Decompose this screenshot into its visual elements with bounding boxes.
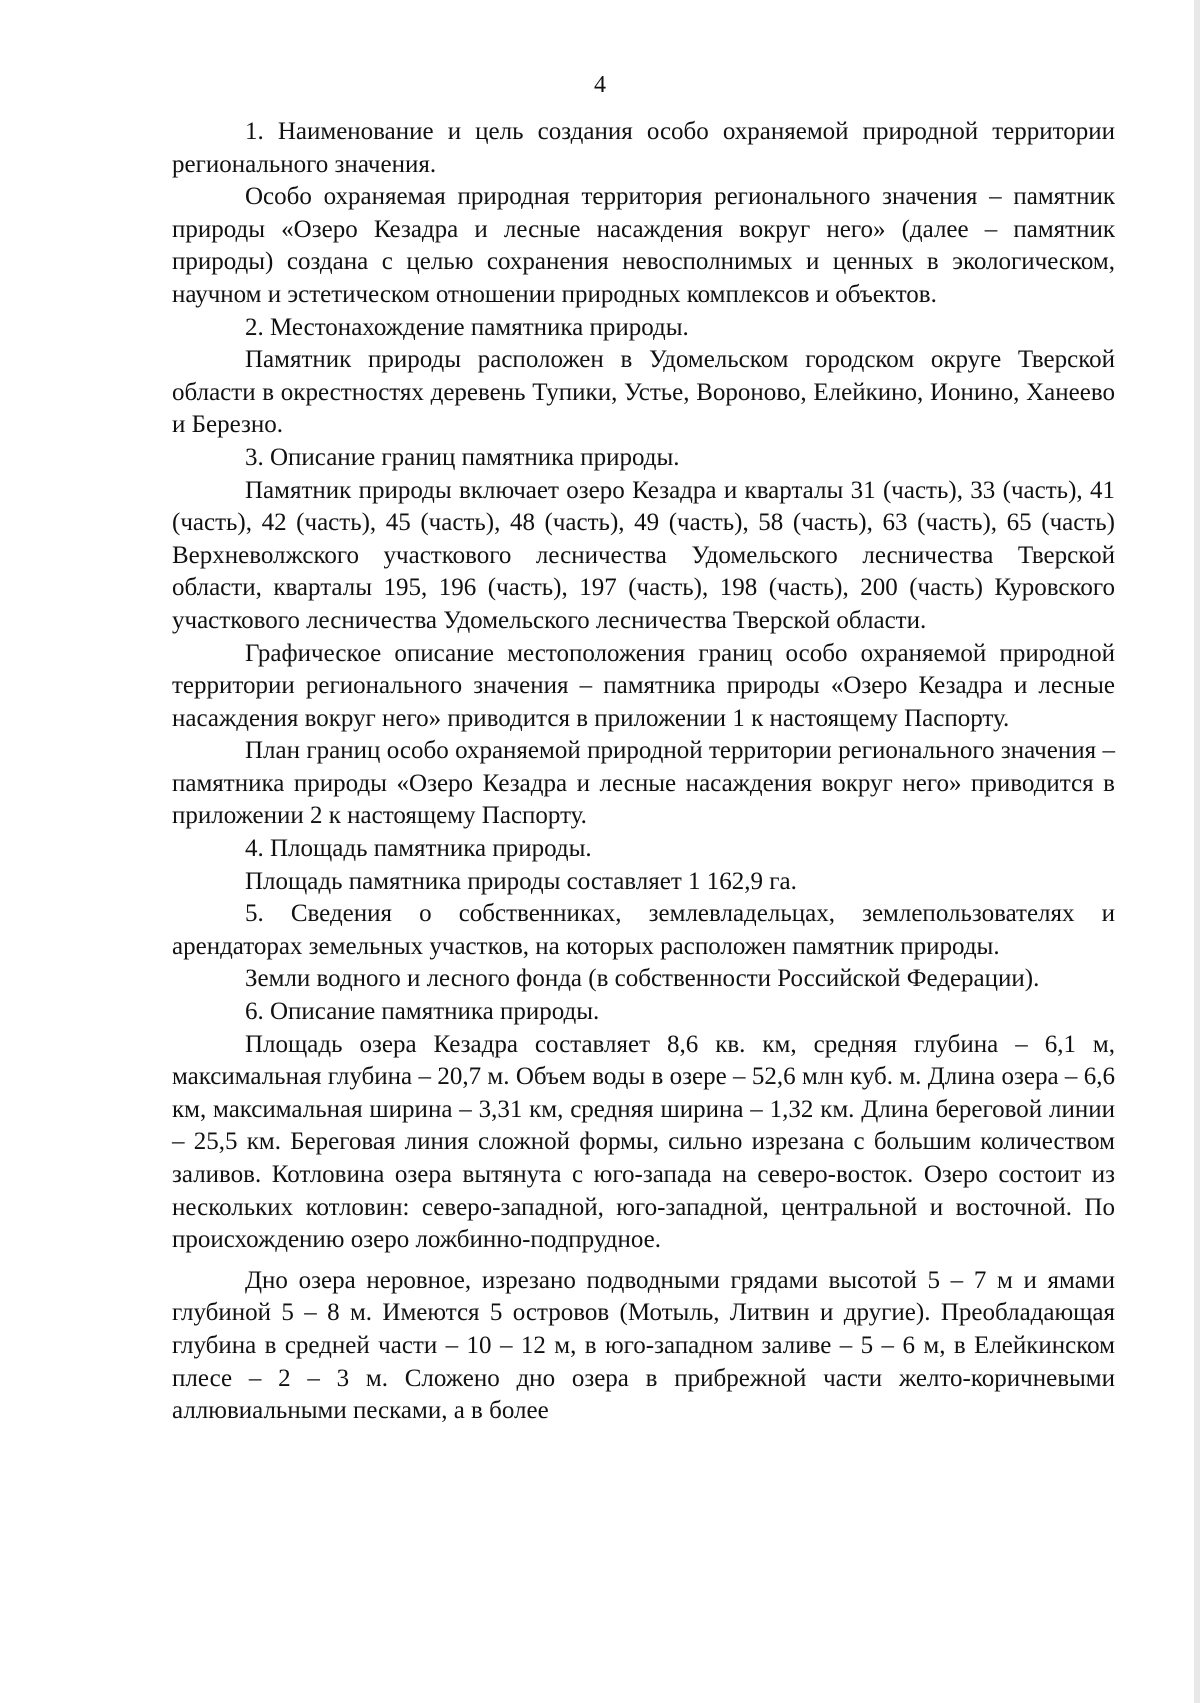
section-3-heading: 3. Описание границ памятника природы.: [245, 443, 680, 471]
section-3-text: Памятник природы включает озеро Кезадра и кварталы 31 (часть), 33 (часть), 41 (часть), 42 (часть), 45 (часть), 48 (часть), 49 (часть), 58 (часть), 63 (часть), 65 (часть) Верхневолжского участкового лесничества Удомельского лесничества Тверской области, кварталы 195, 196 (часть), 197 (часть), 198 (часть), 200 (часть) Куровского участкового лесничества Удомельского лесничества Тверской области.: [172, 476, 1115, 634]
section-4-heading: 4. Площадь памятника природы.: [245, 835, 592, 863]
section-5-heading: 5. Сведения о собственниках, землевладельцах, землепользователях и арендаторах земельных участков, на которых расположен памятник природы.: [172, 900, 1115, 960]
section-3-boundary-plan: План границ особо охраняемой природной территории регионального значения – памятника природы «Озеро Кезадра и лесные насаждения вокруг него» приводится в приложении 2 к настоящему Паспорту.: [172, 737, 1115, 830]
section-6-lake-description: Площадь озера Кезадра составляет 8,6 кв. км, средняя глубина – 6,1 м, максимальная глубина – 20,7 м. Объем воды в озере – 52,6 млн куб. м. Длина озера – 6,6 км, максимальная ширина – 3,31 км, средняя ширина – 1,32 км. Длина береговой линии – 25,5 км. Береговая линия сложной формы, сильно изрезана с большим количеством заливов. Котловина озера вытянута с юго-запада на северо-восток. Озеро состоит из нескольких котловин: северо-западной, юго-западной, центральной и восточной. По происхождению озеро ложбинно-подпрудное.: [172, 1030, 1115, 1254]
section-2-heading: 2. Местонахождение памятника природы.: [245, 313, 689, 341]
section-1-text: Особо охраняемая природная территория регионального значения – памятник природы «Озеро Кезадра и лесные насаждения вокруг него» (далее – памятник природы) создана с целью сохранения невосполнимых и ценных в экологическом, научном и эстетическом отношении природных комплексов и объектов.: [172, 183, 1115, 308]
section-3-graphic-description: Графическое описание местоположения границ особо охраняемой природной территории регионального значения – памятника природы «Озеро Кезадра и лесные насаждения вокруг него» приводится в приложении 1 к настоящему Паспорту.: [172, 639, 1115, 732]
section-4-text: Площадь памятника природы составляет 1 162,9 га.: [245, 867, 797, 895]
document-body: [172, 116, 1115, 1428]
section-6-lake-bottom: Дно озера неровное, изрезано подводными грядами высотой 5 – 7 м и ямами глубиной 5 – 8 м. Имеются 5 островов (Мотыль, Литвин и другие). Преобладающая глубина в средней части – 10 – 12 м, в юго-западном заливе – 5 – 6 м, в Елейкинском плесе – 2 – 3 м. Сложено дно озера в прибрежной части желто-коричневыми аллювиальными песками, а в более: [172, 1266, 1115, 1425]
scan-edge-shadow: [1194, 0, 1200, 1703]
section-6-heading: 6. Описание памятника природы.: [245, 998, 600, 1026]
section-5-text: Земли водного и лесного фонда (в собственности Российской Федерации).: [245, 965, 1040, 993]
section-2-text: Памятник природы расположен в Удомельском городском округе Тверской области в окрестностях деревень Тупики, Устье, Вороново, Елейкино, Ионино, Ханеево и Березно.: [172, 346, 1115, 439]
page-number: 4: [594, 72, 606, 98]
section-1-heading: 1. Наименование и цель создания особо охраняемой природной территории регионального значения.: [172, 118, 1115, 178]
